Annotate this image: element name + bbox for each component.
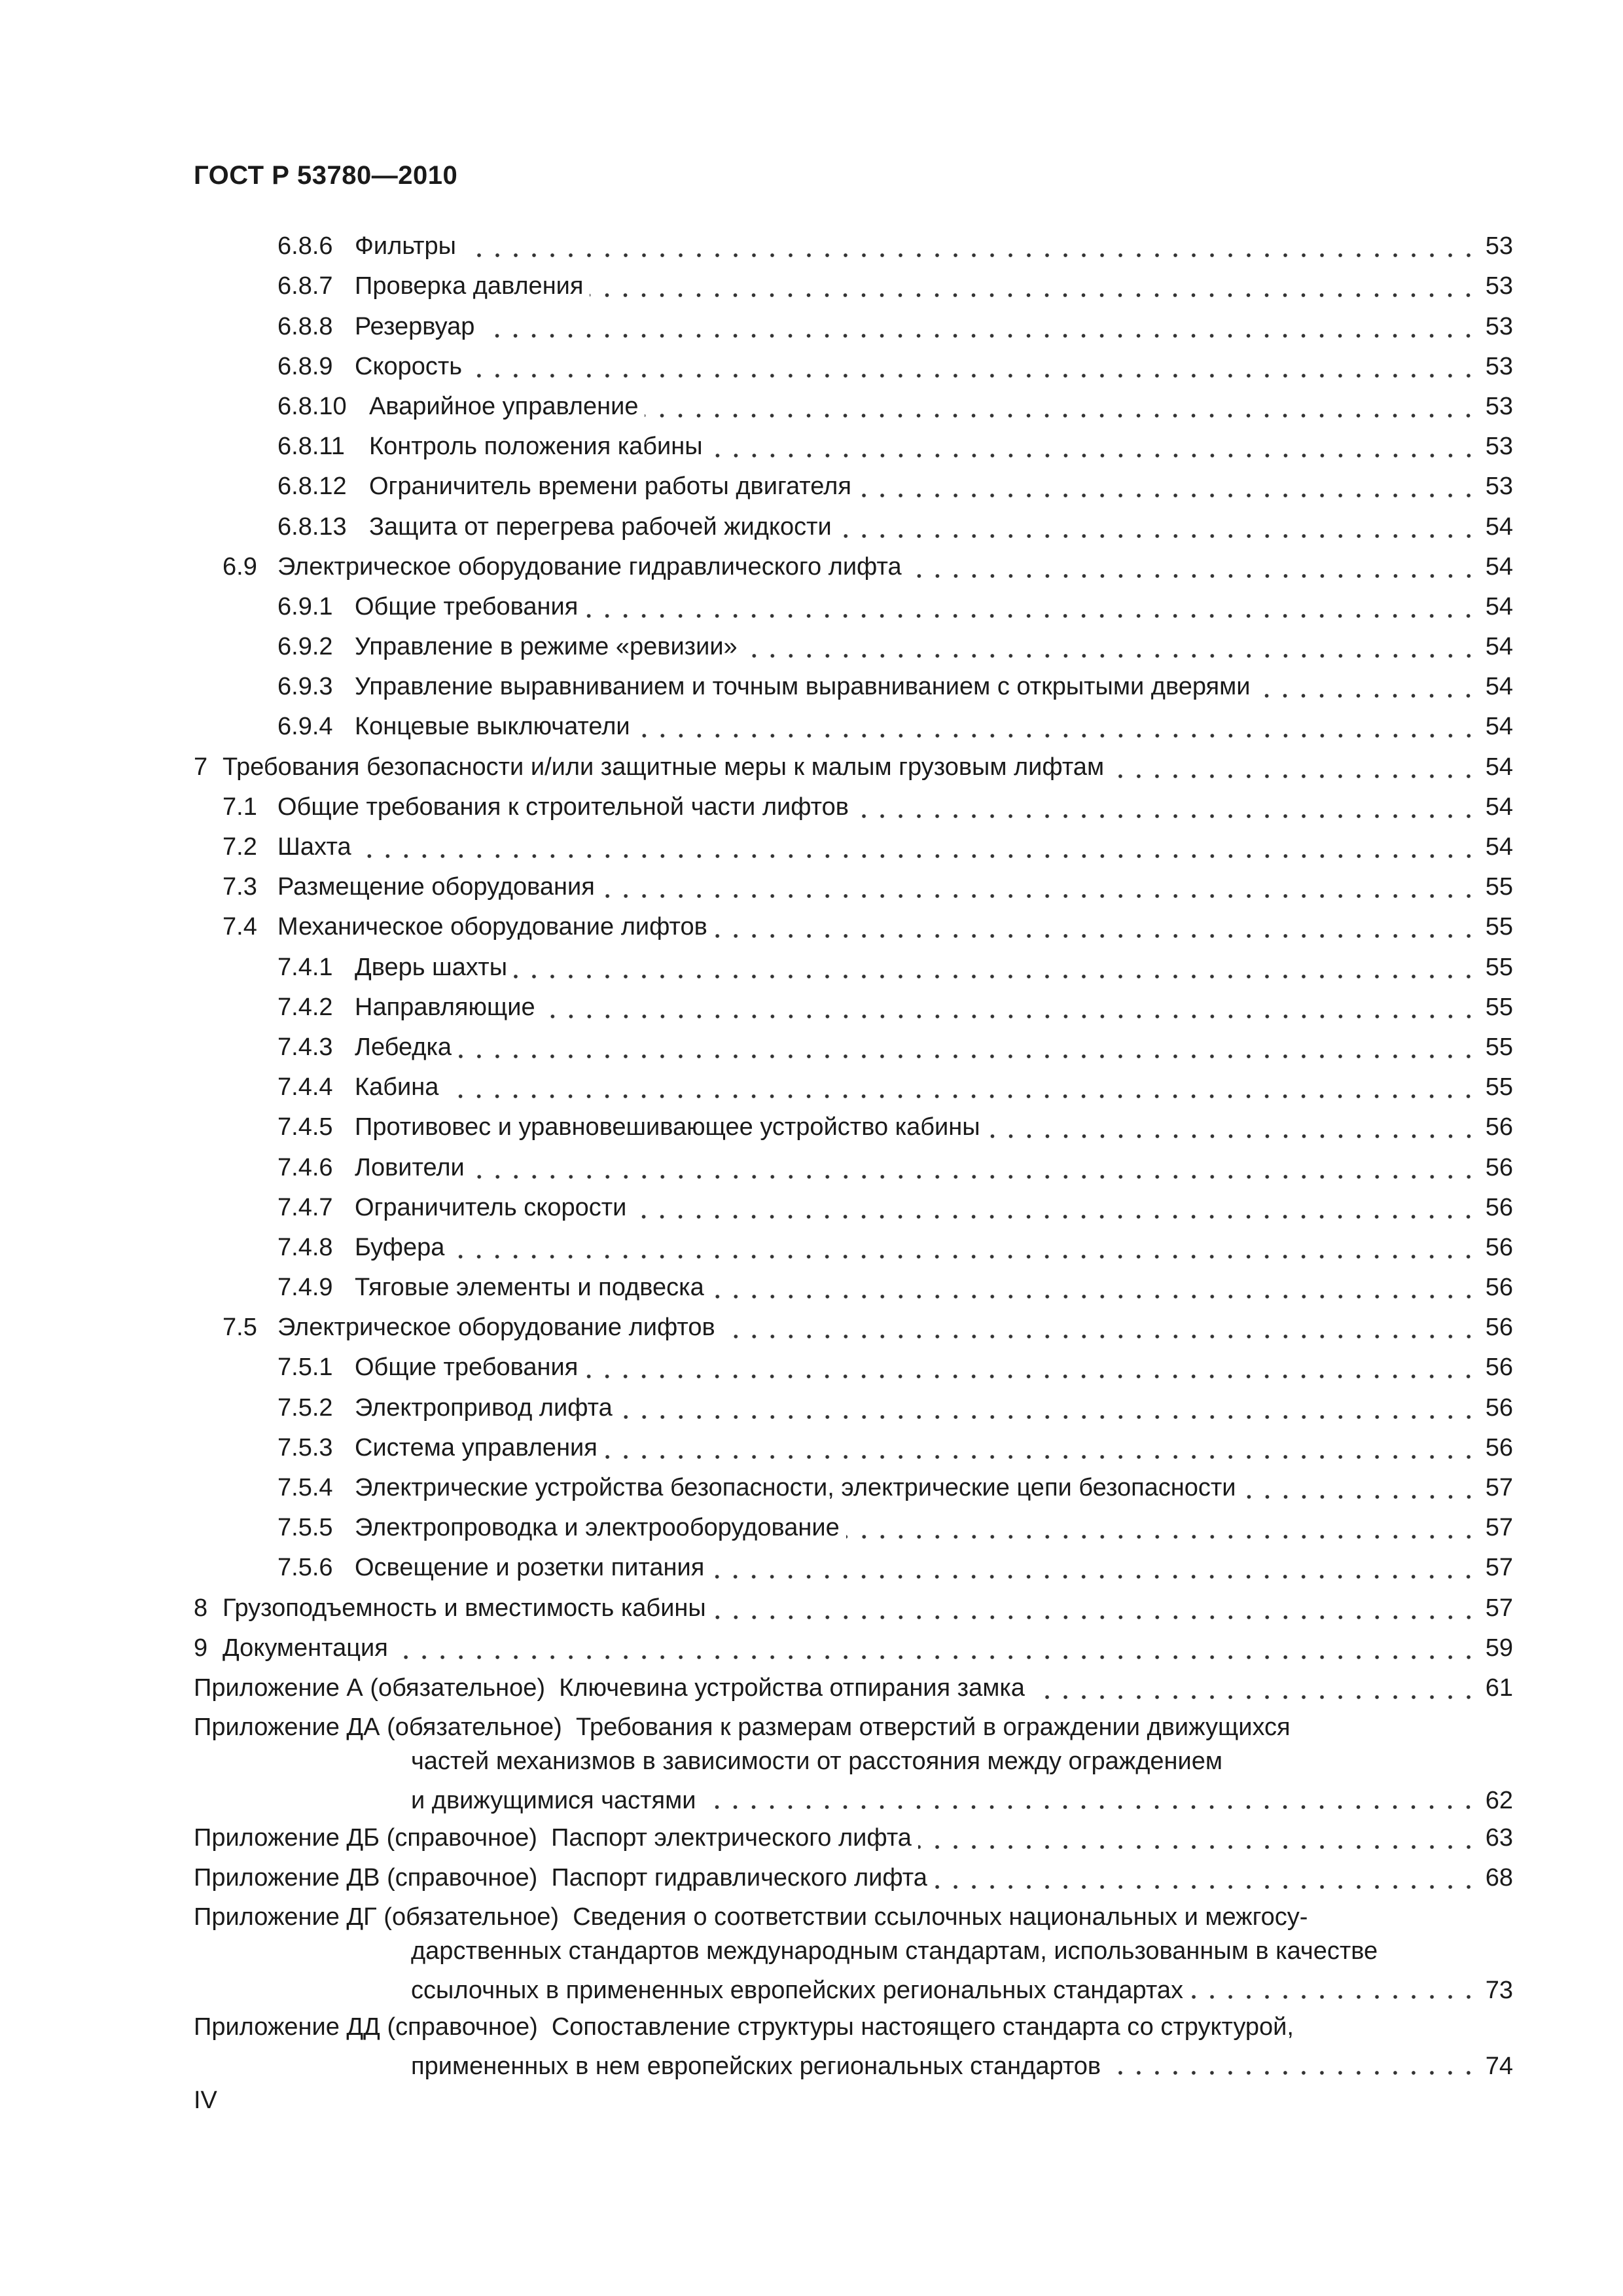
toc-entry-title: Управление в режиме «ревизии» [355, 633, 738, 661]
toc-entry-title: Общие требования к строительной части лифтов [277, 793, 849, 821]
appendix-label: Приложение ДД (справочное) [194, 2013, 538, 2041]
dot-leader [722, 1334, 1478, 1339]
toc-entry-title: Дверь шахты [355, 953, 508, 981]
toc-entry-number: 7.5.6 [277, 1554, 333, 1582]
toc-entry-title: Механическое оборудование лифтов [277, 913, 707, 941]
toc-entry [194, 987, 1513, 1027]
appendix-title-line: Сведения о соответствии ссылочных национальных и межгосу- [573, 1903, 1308, 1931]
toc-entry-page: 53 [1485, 473, 1513, 501]
dot-leader [855, 814, 1478, 819]
toc-entry [194, 226, 1513, 266]
dot-leader [471, 1174, 1478, 1179]
toc-entry-page: 73 [1485, 1977, 1513, 2005]
dot-leader [469, 373, 1478, 378]
dot-leader [619, 1414, 1478, 1420]
toc-entry-number: 7.5.1 [277, 1354, 333, 1382]
dot-leader [481, 333, 1478, 338]
dot-leader [1111, 774, 1478, 779]
toc-entry [194, 746, 1513, 786]
toc-entry-page: 56 [1485, 1113, 1513, 1141]
toc-entry-page: 68 [1485, 1864, 1513, 1892]
dot-leader [601, 893, 1478, 899]
toc-entry-page: 74 [1485, 2053, 1513, 2081]
toc-entry [194, 1187, 1513, 1227]
dot-leader [645, 413, 1478, 418]
toc-entry-number: 6.8.10 [277, 392, 347, 420]
toc-entry-number: 7.1 [223, 793, 257, 821]
toc-entry-page: 54 [1485, 592, 1513, 620]
toc-entry-title: Лебедка [355, 1033, 452, 1061]
toc-entry-number: 6.9.3 [277, 673, 333, 701]
toc-entry-page: 57 [1485, 1514, 1513, 1542]
toc-entry [194, 1147, 1513, 1187]
toc-entry-title: Размещение оборудования [277, 873, 595, 901]
toc-entry-title: Фильтры [355, 232, 456, 260]
toc-entry-page: 56 [1485, 1193, 1513, 1221]
dot-leader [1107, 2070, 1478, 2075]
appendix-title-line: ссылочных в примененных европейских региональных стандартах [411, 1977, 1183, 2005]
appendix-title: Паспорт гидравлического лифта [551, 1864, 927, 1892]
toc-entry-number: 7.5.3 [277, 1433, 333, 1462]
toc-entry-title: Шахта [277, 833, 351, 861]
toc-entry-page: 62 [1485, 1786, 1513, 1814]
dot-leader [458, 1054, 1478, 1059]
toc-entry-page: 55 [1485, 953, 1513, 981]
toc-entry [194, 386, 1513, 426]
dot-leader [709, 453, 1478, 458]
dot-leader [713, 1615, 1478, 1620]
toc-entry-page: 55 [1485, 1033, 1513, 1061]
toc-entry [194, 1427, 1513, 1467]
toc-entry [194, 706, 1513, 746]
toc-appendix-entry [194, 2010, 1513, 2083]
toc-entry-title: Контроль положения кабины [369, 433, 703, 461]
toc-entry-number: 7.5 [223, 1314, 257, 1342]
toc-entry [194, 1507, 1513, 1547]
appendix-label: Приложение А (обязательное) [194, 1674, 546, 1702]
dot-leader [908, 573, 1478, 579]
toc-appendix-entry [194, 1857, 1513, 1897]
dot-leader [395, 1655, 1478, 1660]
toc-entry-number: 7.4.3 [277, 1033, 333, 1061]
appendix-title-line: дарственных стандартов международным стандартам, использованным в качестве [411, 1937, 1378, 1965]
toc-entry-title: Ловители [355, 1153, 465, 1181]
toc-entry-page: 55 [1485, 1073, 1513, 1102]
toc-entry-number: 7.5.4 [277, 1474, 333, 1501]
appendix-title: Ключевина устройства отпирания замка [559, 1674, 1025, 1702]
toc-entry [194, 1587, 1513, 1627]
toc-entry [194, 1547, 1513, 1587]
toc-entry [194, 306, 1513, 346]
dot-leader [918, 1844, 1478, 1850]
toc-entry-number: 7.5.5 [277, 1514, 333, 1542]
toc-entry-title: Аварийное управление [369, 392, 639, 420]
toc-entry-number: 7.4.9 [277, 1274, 333, 1302]
document-header: ГОСТ Р 53780—2010 [194, 161, 458, 190]
dot-leader [514, 974, 1478, 979]
toc-entry-title: Электрические устройства безопасности, электрические цепи безопасности [355, 1474, 1236, 1501]
appendix-title-line: и движущимися частями [411, 1786, 696, 1814]
toc-entry-title: Проверка давления [355, 272, 584, 300]
toc-entry-number: 6.9.4 [277, 713, 333, 741]
toc-entry-title: Система управления [355, 1433, 597, 1462]
appendix-title-line: Требования к размерам отверстий в ограждении движущихся [575, 1713, 1291, 1741]
toc-entry [194, 906, 1513, 946]
toc-entry-page: 56 [1485, 1153, 1513, 1181]
toc-entry [194, 666, 1513, 706]
toc-entry-page: 53 [1485, 392, 1513, 420]
toc-entry-page: 55 [1485, 993, 1513, 1021]
toc-entry-page: 54 [1485, 512, 1513, 541]
toc-entry [194, 1387, 1513, 1427]
toc-appendix-entry [194, 1710, 1513, 1818]
toc-entry-number: 7.4 [223, 913, 257, 941]
dot-leader [463, 253, 1478, 258]
toc-entry-title: Концевые выключатели [355, 713, 630, 741]
toc-entry-page: 54 [1485, 753, 1513, 781]
toc-entry-page: 56 [1485, 1274, 1513, 1302]
toc-entry-title: Резервуар [355, 312, 475, 340]
toc-entry-page: 56 [1485, 1354, 1513, 1382]
toc-entry [194, 867, 1513, 906]
toc-entry [194, 1107, 1513, 1147]
toc-entry-page: 54 [1485, 833, 1513, 861]
dot-leader [934, 1884, 1478, 1890]
dot-leader [542, 1014, 1478, 1019]
toc-entry-title: Электрическое оборудование гидравлического лифта [277, 552, 902, 581]
toc-entry-title: Освещение и розетки питания [355, 1554, 705, 1582]
toc-entry [194, 1267, 1513, 1307]
toc-entry-number: 6.9.1 [277, 592, 333, 620]
toc-entry-title: Документация [223, 1634, 388, 1662]
dot-leader [633, 1214, 1478, 1219]
toc-entry-number: 6.8.6 [277, 232, 333, 260]
toc-entry-number: 7.4.4 [277, 1073, 333, 1102]
toc-entry-number: 9 [194, 1634, 208, 1662]
dot-leader [604, 1454, 1478, 1460]
toc-entry [194, 266, 1513, 306]
dot-leader [846, 1534, 1478, 1539]
toc-entry-page: 53 [1485, 312, 1513, 340]
dot-leader [445, 1094, 1478, 1099]
table-of-contents [194, 226, 1513, 2083]
dot-leader [711, 1294, 1478, 1299]
dot-leader [744, 653, 1478, 658]
toc-entry-number: 7.3 [223, 873, 257, 901]
toc-entry-title: Буфера [355, 1233, 445, 1261]
toc-entry [194, 946, 1513, 986]
toc-entry [194, 346, 1513, 386]
toc-entry [194, 1227, 1513, 1267]
toc-entry [194, 1628, 1513, 1668]
toc-entry-page: 54 [1485, 633, 1513, 661]
dot-leader [702, 1804, 1478, 1810]
toc-entry-number: 6.8.8 [277, 312, 333, 340]
toc-entry [194, 1027, 1513, 1067]
toc-entry-page: 61 [1485, 1674, 1513, 1702]
toc-entry-number: 7.2 [223, 833, 257, 861]
toc-entry [194, 586, 1513, 626]
toc-entry-page: 54 [1485, 793, 1513, 821]
toc-entry [194, 547, 1513, 586]
dot-leader [590, 293, 1478, 298]
toc-entry-title: Требования безопасности и/или защитные меры к малым грузовым лифтам [223, 753, 1105, 781]
toc-entry-number: 7.4.6 [277, 1153, 333, 1181]
toc-entry-title: Скорость [355, 352, 463, 380]
toc-appendix-entry [194, 1900, 1513, 2007]
toc-entry-title: Защита от перегрева рабочей жидкости [369, 512, 832, 541]
toc-appendix-entry [194, 1668, 1513, 1708]
appendix-label: Приложение ДГ (обязательное) [194, 1903, 560, 1931]
appendix-label: Приложение ДА (обязательное) [194, 1713, 562, 1741]
dot-leader [1257, 693, 1478, 698]
toc-entry-page: 53 [1485, 352, 1513, 380]
toc-entry-title: Электропроводка и электрооборудование [355, 1514, 840, 1542]
toc-entry-page: 56 [1485, 1393, 1513, 1422]
toc-entry-page: 53 [1485, 272, 1513, 300]
dot-leader [714, 933, 1478, 939]
toc-entry-page: 53 [1485, 232, 1513, 260]
dot-leader [584, 613, 1478, 619]
toc-entry-title: Электрическое оборудование лифтов [277, 1314, 715, 1342]
toc-entry-title: Кабина [355, 1073, 439, 1102]
toc-entry [194, 1467, 1513, 1507]
appendix-title: Паспорт электрического лифта [551, 1824, 912, 1852]
toc-entry [194, 1347, 1513, 1387]
dot-leader [987, 1134, 1478, 1139]
appendix-label: Приложение ДБ (справочное) [194, 1824, 537, 1852]
toc-entry-page: 54 [1485, 552, 1513, 581]
toc-entry [194, 827, 1513, 867]
toc-entry-number: 6.9.2 [277, 633, 333, 661]
toc-entry-number: 7.4.7 [277, 1193, 333, 1221]
appendix-title-line: примененных в нем европейских региональных стандартов [411, 2053, 1101, 2081]
appendix-title-line: частей механизмов в зависимости от расстояния между ограждением [411, 1747, 1222, 1775]
toc-entry-number: 7 [194, 753, 208, 781]
dot-leader [838, 533, 1478, 539]
toc-entry-number: 7.4.2 [277, 993, 333, 1021]
toc-entry-page: 57 [1485, 1474, 1513, 1501]
page-number: IV [194, 2087, 217, 2114]
toc-entry-title: Ограничитель скорости [355, 1193, 627, 1221]
toc-entry-number: 7.4.1 [277, 953, 333, 981]
dot-leader [637, 733, 1478, 738]
dot-leader [358, 853, 1478, 859]
dot-leader [1243, 1494, 1478, 1499]
toc-appendix-entry [194, 1818, 1513, 1857]
toc-entry-page: 56 [1485, 1433, 1513, 1462]
toc-entry [194, 787, 1513, 827]
toc-entry-number: 7.4.8 [277, 1233, 333, 1261]
toc-entry [194, 506, 1513, 546]
toc-entry-title: Тяговые элементы и подвеска [355, 1274, 704, 1302]
toc-entry-number: 6.8.9 [277, 352, 333, 380]
toc-entry-page: 63 [1485, 1824, 1513, 1852]
toc-entry-page: 55 [1485, 873, 1513, 901]
toc-entry [194, 1067, 1513, 1107]
toc-entry-page: 57 [1485, 1594, 1513, 1622]
toc-entry [194, 466, 1513, 506]
toc-entry-title: Противовес и уравновешивающее устройство кабины [355, 1113, 980, 1141]
toc-entry-title: Управление выравниванием и точным выравниванием с открытыми дверями [355, 673, 1251, 701]
toc-entry-title: Ограничитель времени работы двигателя [369, 473, 851, 501]
toc-entry-title: Электропривод лифта [355, 1393, 613, 1422]
toc-entry-page: 56 [1485, 1233, 1513, 1261]
toc-entry-page: 57 [1485, 1554, 1513, 1582]
dot-leader [711, 1574, 1478, 1579]
dot-leader [451, 1254, 1478, 1259]
toc-entry-number: 7.5.2 [277, 1393, 333, 1422]
toc-entry [194, 1307, 1513, 1347]
toc-entry-number: 8 [194, 1594, 208, 1622]
toc-entry-number: 6.9 [223, 552, 257, 581]
dot-leader [858, 493, 1478, 498]
toc-entry-page: 54 [1485, 673, 1513, 701]
toc-entry-title: Общие требования [355, 1354, 579, 1382]
toc-entry-number: 6.8.7 [277, 272, 333, 300]
toc-entry-number: 6.8.13 [277, 512, 347, 541]
dot-leader [584, 1374, 1478, 1379]
toc-entry-number: 7.4.5 [277, 1113, 333, 1141]
toc-entry-title: Направляющие [355, 993, 535, 1021]
appendix-title-line: Сопоставление структуры настоящего стандарта со структурой, [551, 2013, 1294, 2041]
toc-entry [194, 426, 1513, 466]
toc-entry-title: Общие требования [355, 592, 579, 620]
dot-leader [1190, 1994, 1478, 2000]
dot-leader [1031, 1695, 1478, 1700]
appendix-label: Приложение ДВ (справочное) [194, 1864, 538, 1892]
toc-entry-page: 59 [1485, 1634, 1513, 1662]
toc-entry-title: Грузоподъемность и вместимость кабины [223, 1594, 706, 1622]
toc-entry-page: 56 [1485, 1314, 1513, 1342]
toc-entry-number: 6.8.11 [277, 433, 345, 461]
toc-entry [194, 626, 1513, 666]
toc-entry-number: 6.8.12 [277, 473, 347, 501]
toc-entry-page: 54 [1485, 713, 1513, 741]
toc-entry-page: 55 [1485, 913, 1513, 941]
toc-entry-page: 53 [1485, 433, 1513, 461]
